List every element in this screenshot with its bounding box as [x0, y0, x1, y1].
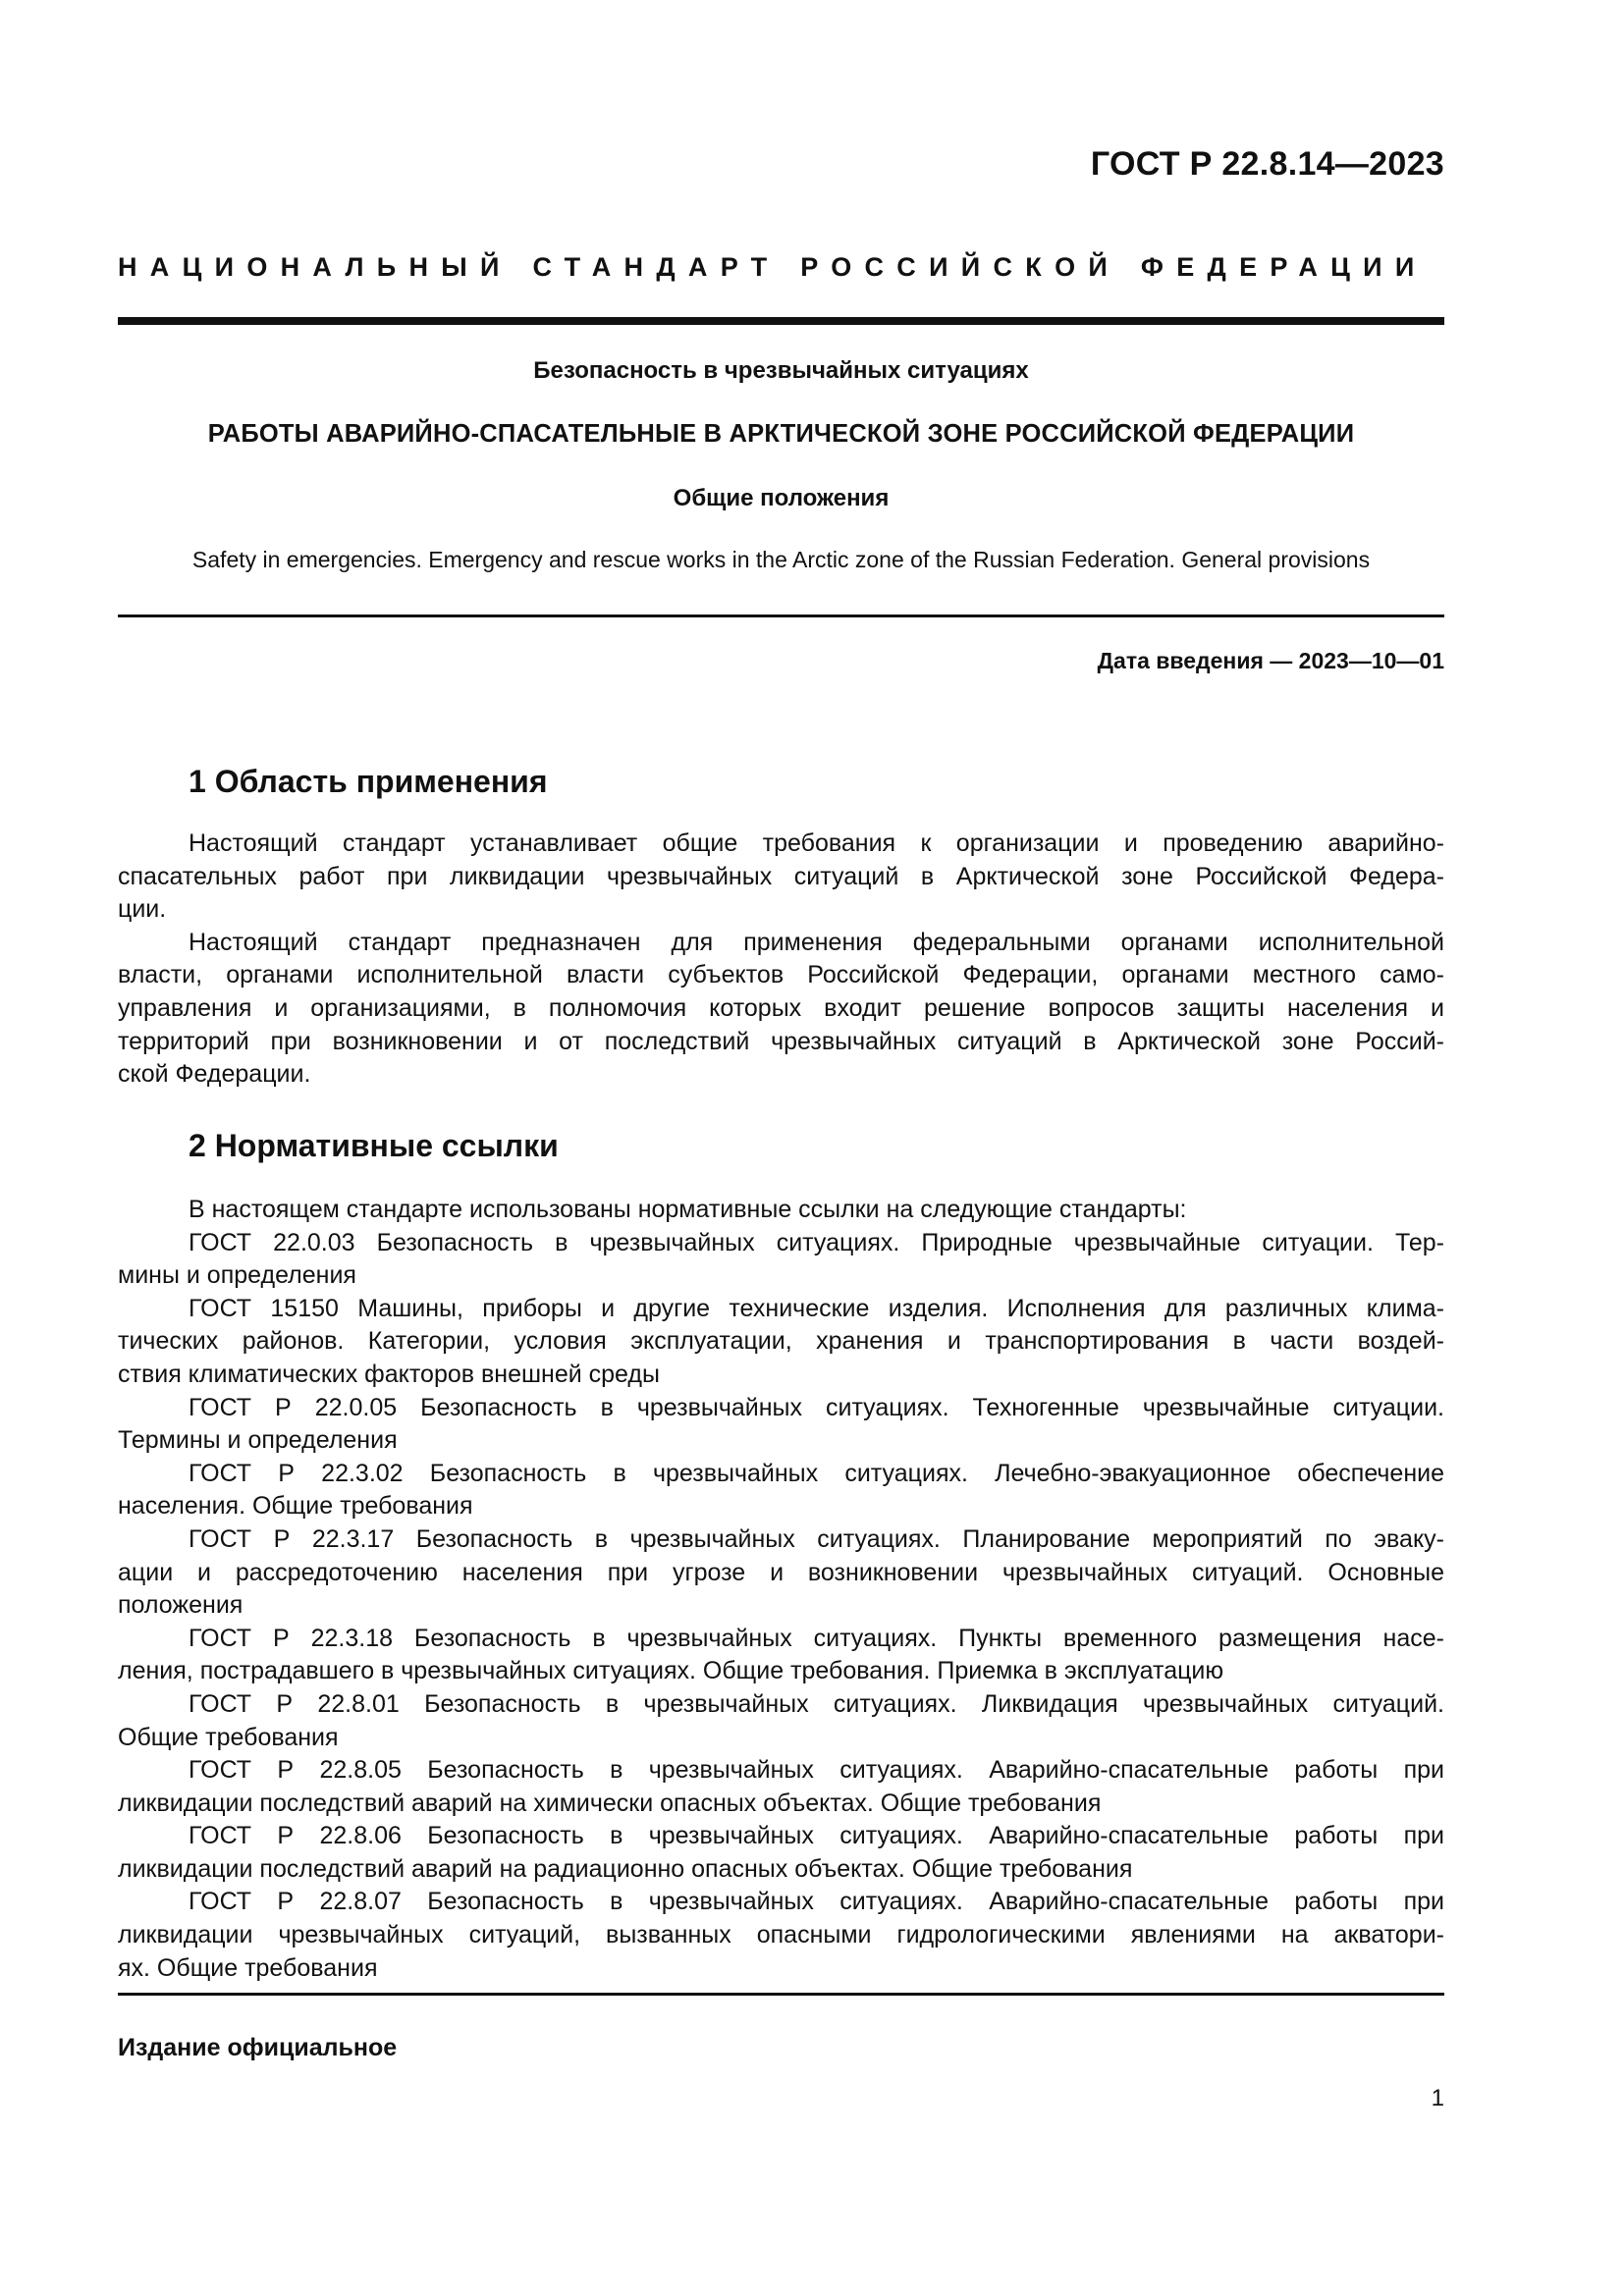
footer-rule: [118, 1993, 1444, 1996]
text-line: ГОСТ 15150 Машины, приборы и другие технические изделия. Исполнения для различных клима-: [189, 1294, 1444, 1322]
text-line: ления, пострадавшего в чрезвычайных ситуациях. Общие требования. Приемка в эксплуатацию: [118, 1657, 1224, 1685]
reference-item: [118, 1392, 1444, 1458]
official-edition-label: Издание официальное: [118, 2034, 398, 2061]
text-line: населения. Общие требования: [118, 1492, 473, 1521]
text-line: ГОСТ Р 22.3.18 Безопасность в чрезвычайных ситуациях. Пункты временного размещения насе-: [189, 1624, 1444, 1652]
text-line: ГОСТ Р 22.8.07 Безопасность в чрезвычайных ситуациях. Аварийно-спасательные работы при: [189, 1888, 1444, 1916]
text-line: ации и рассредоточению населения при угрозе и возникновении чрезвычайных ситуаций. Основные: [118, 1558, 1444, 1586]
text-line: ствия климатических факторов внешней среды: [118, 1360, 660, 1388]
text-line: ГОСТ Р 22.8.01 Безопасность в чрезвычайных ситуациях. Ликвидация чрезвычайных ситуаций.: [189, 1689, 1444, 1718]
text-line: власти, органами исполнительной власти субъектов Российской Федерации, органами местного само-: [118, 961, 1444, 989]
text-line: ях. Общие требования: [118, 1953, 378, 1982]
reference-item: [118, 1754, 1444, 1820]
text-line: ликвидации чрезвычайных ситуаций, вызванных опасными гидрологическими явлениями на акватори-: [118, 1921, 1444, 1949]
text-line: Общие требования: [118, 1723, 339, 1751]
page-number: 1: [1431, 2085, 1444, 2111]
reference-item: [118, 1820, 1444, 1886]
national-standard-banner: НАЦИОНАЛЬНЫЙ СТАНДАРТ РОССИЙСКОЙ ФЕДЕРАЦИИ: [118, 252, 1428, 282]
reference-item: [118, 1293, 1444, 1392]
text-line: тических районов. Категории, условия эксплуатации, хранения и транспортирования в части воздей-: [118, 1327, 1444, 1356]
text-line: ГОСТ Р 22.8.06 Безопасность в чрезвычайных ситуациях. Аварийно-спасательные работы при: [189, 1822, 1444, 1850]
paragraph: [118, 927, 1444, 1092]
text-line: ГОСТ Р 22.3.17 Безопасность в чрезвычайных ситуациях. Планирование мероприятий по эваку-: [189, 1524, 1444, 1553]
text-line: ГОСТ Р 22.8.05 Безопасность в чрезвычайных ситуациях. Аварийно-спасательные работы при: [189, 1756, 1444, 1785]
standard-category: Безопасность в чрезвычайных ситуациях: [533, 357, 1029, 384]
standard-subtitle: Общие положения: [673, 485, 890, 511]
text-line: территорий при возникновении и от последствий чрезвычайных ситуаций в Арктической зоне Россий-: [118, 1027, 1444, 1055]
text-line: Термины и определения: [118, 1426, 398, 1455]
text-line: ГОСТ 22.0.03 Безопасность в чрезвычайных ситуациях. Природные чрезвычайные ситуации. Тер-: [189, 1228, 1444, 1256]
section-heading: 2 Нормативные ссылки: [189, 1128, 559, 1163]
text-line: Настоящий стандарт устанавливает общие требования к организации и проведению аварийно-: [189, 829, 1444, 857]
standard-number: ГОСТ Р 22.8.14—2023: [1090, 145, 1444, 183]
text-line: ликвидации последствий аварий на радиационно опасных объектах. Общие требования: [118, 1854, 1133, 1883]
section-1: [118, 763, 1444, 1092]
section-heading: 1 Область применения: [189, 764, 548, 799]
reference-item: [118, 1523, 1444, 1623]
reference-item: [118, 1227, 1444, 1293]
text-line: спасательных работ при ликвидации чрезвычайных ситуаций в Арктической зоне Российской Федера-: [118, 862, 1444, 890]
text-line: положения: [118, 1591, 244, 1620]
text-line: ликвидации последствий аварий на химически опасных объектах. Общие требования: [118, 1789, 1102, 1817]
text-line: В настоящем стандарте использованы нормативные ссылки на следующие стандарты:: [189, 1196, 1187, 1223]
text-line: ГОСТ Р 22.3.02 Безопасность в чрезвычайных ситуациях. Лечебно-эвакуационное обеспечение: [189, 1459, 1444, 1487]
reference-item: [118, 1886, 1444, 1985]
paragraph: [118, 828, 1444, 927]
text-line: ции.: [118, 895, 167, 924]
standard-title: РАБОТЫ АВАРИЙНО-СПАСАТЕЛЬНЫЕ В АРКТИЧЕСКОЙ ЗОНЕ РОССИЙСКОЙ ФЕДЕРАЦИИ: [207, 420, 1355, 448]
text-line: мины и определения: [118, 1261, 356, 1290]
title-rule: [118, 614, 1444, 617]
text-line: управления и организациями, в полномочия которых входит решение вопросов защиты населения и: [118, 993, 1444, 1022]
introduction-date: Дата введения — 2023—10—01: [1097, 648, 1444, 673]
reference-item: [118, 1458, 1444, 1523]
text-line: ской Федерации.: [118, 1060, 311, 1089]
english-title: Safety in emergencies. Emergency and rescue works in the Arctic zone of the Russian Federation. General provisions: [191, 547, 1371, 572]
reference-item: [118, 1623, 1444, 1688]
reference-item: [118, 1688, 1444, 1754]
section-2: [118, 1127, 1444, 1985]
text-line: Настоящий стандарт предназначен для применения федеральными органами исполнительной: [189, 928, 1444, 956]
header-rule: [118, 317, 1444, 325]
text-line: ГОСТ Р 22.0.05 Безопасность в чрезвычайных ситуациях. Техногенные чрезвычайные ситуации.: [189, 1393, 1444, 1421]
